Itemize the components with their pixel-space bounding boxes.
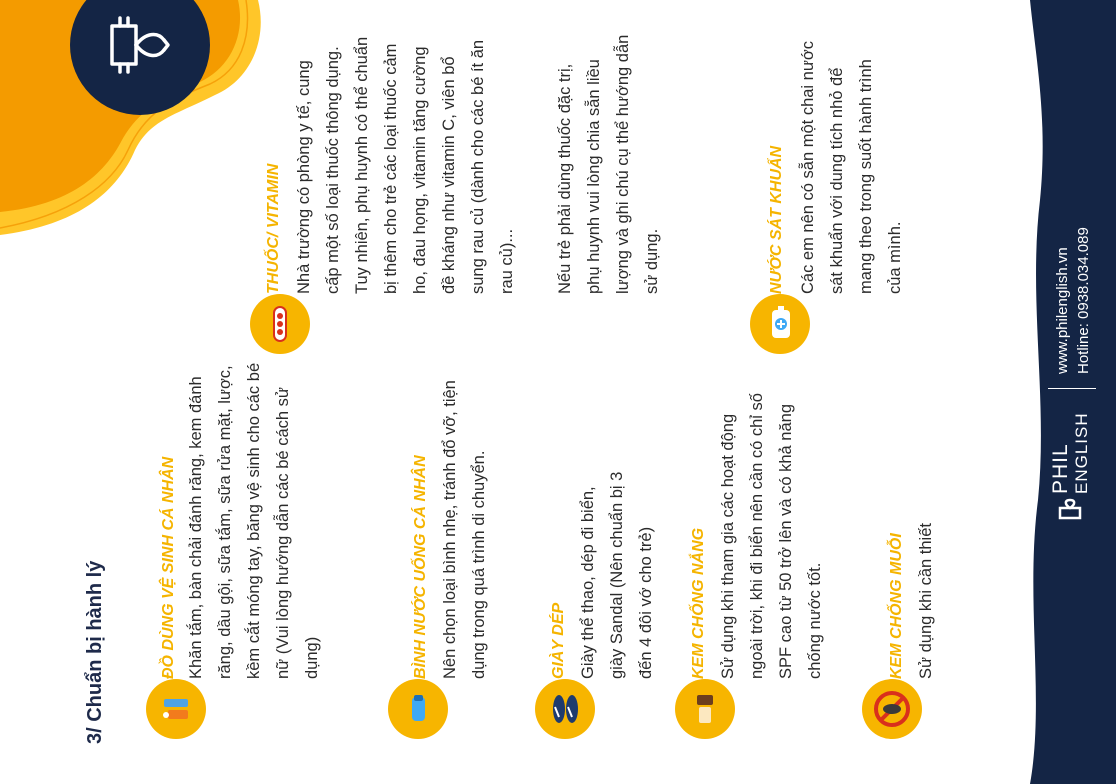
section-heading-hygiene: ĐỒ DÙNG VỆ SINH CÁ NHÂN <box>160 456 177 679</box>
toiletries-icon <box>146 679 206 739</box>
section-text: Nên chọn loại bình nhẹ, tránh đổ vỡ, tiện dụng trong quá trình di chuyển. <box>441 380 488 679</box>
section-text: Nhà trường có phòng y tế, cung cấp một số loại thuốc thông dụng. Tuy nhiên, phụ huynh có thể chuẩn bị thêm cho trẻ các loại thuốc cảm ho, đau họng, vitamin tăng cường đề kháng như vitamin C, viên bổ sung rau củ (dành cho các bé ít ăn rau củ)... <box>295 36 516 294</box>
section-body-shoes <box>574 459 661 679</box>
section-heading-sanitizer: NƯỚC SÁT KHUẨN <box>768 145 785 294</box>
logo-text-english: ENGLISH <box>1072 412 1091 494</box>
section-heading-shoes: GIÀY DÉP <box>550 602 567 679</box>
logo-text-phil: PHIL <box>1049 443 1072 494</box>
section-body-mosquito <box>912 399 941 679</box>
section-heading-mosquito: KEM CHỐNG MUỖI <box>888 533 905 679</box>
section-text: Khăn tắm, bàn chải đánh răng, kem đánh răng, dầu gội, sữa tắm, sữa rửa mặt, lược, kềm cắt móng tay, băng vệ sinh cho các bé nữ (Vui lòng hướng dẫn các bé cách sử dụng) <box>187 362 321 679</box>
section-body-sunscreen <box>714 389 830 679</box>
flip-flops-icon <box>535 679 595 739</box>
sunscreen-icon <box>675 679 735 739</box>
section-body-hygiene <box>182 349 327 679</box>
section-body-bottle <box>436 379 494 679</box>
section-heading-bottle: BÌNH NƯỚC UỐNG CÁ NHÂN <box>412 455 429 679</box>
section-text: Sử dụng khi cần thiết <box>917 523 935 679</box>
phil-logo-icon <box>1056 498 1084 522</box>
section-text: Giày thể thao, dép đi biển, giày Sandal (Nên chuẩn bị 3 đến 4 đôi vớ cho trẻ) <box>579 471 655 679</box>
water-bottle-icon <box>388 679 448 739</box>
section-body-sanitizer <box>794 29 910 294</box>
section-heading-vitamin: THUỐC/ VITAMIN <box>265 163 282 294</box>
section-heading-sunscreen: KEM CHỐNG NẮNG <box>690 527 707 679</box>
footer-logo <box>1050 402 1094 522</box>
footer-separator <box>1048 388 1096 389</box>
page-title: 3/ Chuẩn bị hành lý <box>84 560 106 744</box>
section-body-vitamin <box>290 32 667 294</box>
hand-sanitizer-icon <box>750 294 810 354</box>
vitamin-icon <box>250 294 310 354</box>
section-text: Nếu trẻ phải dùng thuốc đặc trị, phụ huynh vui lòng chia sẵn liều lượng và ghi chú cụ thể hướng dẫn sử dụng. <box>556 34 661 294</box>
section-text: Sử dụng khi tham gia các hoạt động ngoài trời, khi đi biển nên cần có chỉ số SPF cao từ 50 trở lên và có khả năng chống nước tốt. <box>719 393 824 679</box>
section-text: Các em nên có sẵn một chai nước sát khuẩn với dung tích nhỏ để mang theo trong suốt hành trình của mình. <box>799 41 904 294</box>
footer-website[interactable]: www.philenglish.vn <box>1054 247 1071 374</box>
no-mosquito-icon <box>862 679 922 739</box>
footer-hotline: Hotline: 0938.034.089 <box>1075 227 1092 374</box>
footer-contact <box>1052 227 1094 374</box>
